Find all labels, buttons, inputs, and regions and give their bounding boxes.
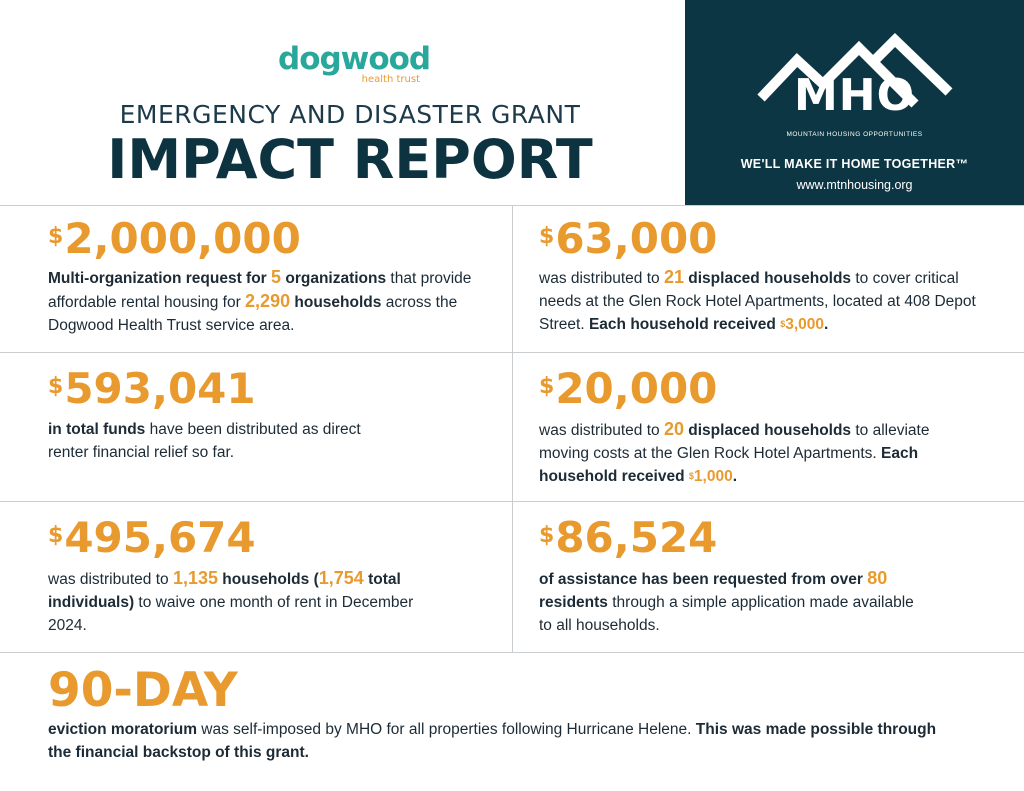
dogwood-logo-main: dogwood bbox=[278, 41, 431, 77]
desc-text: of assistance has been requested from over bbox=[539, 571, 868, 588]
desc-text: . bbox=[824, 316, 829, 333]
desc-text: displaced households bbox=[683, 422, 852, 439]
stat-amount bbox=[539, 366, 939, 412]
desc-text: to cover critical needs at the Glen Rock Hotel Apartments, located at 408 Depot Street. bbox=[539, 270, 976, 333]
desc-number: 3,000 bbox=[785, 316, 825, 333]
desc-text: was distributed to bbox=[539, 422, 664, 439]
desc-number: 1,754 bbox=[318, 568, 364, 588]
footer-description bbox=[48, 718, 948, 764]
dogwood-logo bbox=[278, 41, 431, 86]
mho-tagline: WE'LL MAKE IT HOME TOGETHER™ bbox=[740, 157, 969, 171]
desc-text: displaced households bbox=[683, 270, 852, 287]
currency-symbol: $ bbox=[539, 374, 555, 399]
desc-text: total individuals) bbox=[48, 571, 401, 611]
stat-cell bbox=[539, 366, 939, 488]
desc-text: Each household received bbox=[588, 316, 781, 333]
currency-symbol: $ bbox=[48, 523, 64, 548]
desc-text: in total funds bbox=[48, 421, 146, 438]
stat-amount bbox=[48, 515, 428, 561]
stat-description bbox=[48, 418, 378, 464]
stat-cell bbox=[48, 366, 378, 464]
mho-website[interactable]: www.mtnhousing.org bbox=[796, 178, 913, 192]
desc-number: 21 bbox=[663, 267, 684, 287]
desc-text: This was made possible through the financial backstop of this grant. bbox=[48, 721, 937, 761]
mho-logo-text: MHO bbox=[793, 70, 915, 121]
stat-cell bbox=[539, 515, 919, 637]
mho-panel bbox=[685, 0, 1024, 205]
stat-description bbox=[539, 418, 939, 488]
desc-text: across the Dogwood Health Trust service area. bbox=[48, 294, 458, 334]
desc-number: 1,135 bbox=[172, 568, 218, 588]
desc-number: 5 bbox=[271, 267, 282, 287]
stat-cell bbox=[539, 216, 989, 336]
footer-stat bbox=[48, 663, 948, 764]
desc-text: Multi-organization request for bbox=[48, 270, 272, 287]
desc-text: to alleviate moving costs at the Glen Rock Hotel Apartments. bbox=[539, 422, 930, 462]
currency-symbol: $ bbox=[539, 224, 555, 249]
desc-text: residents bbox=[539, 594, 608, 611]
stat-description bbox=[539, 567, 919, 637]
currency-symbol: $ bbox=[688, 471, 694, 481]
stat-amount bbox=[48, 216, 508, 262]
desc-number: 80 bbox=[867, 568, 888, 588]
amount-value: 495,674 bbox=[64, 513, 256, 562]
desc-text: Each household received bbox=[539, 445, 919, 485]
desc-text: was distributed to bbox=[539, 270, 664, 287]
desc-text: through a simple application made available to all households. bbox=[539, 594, 914, 634]
desc-text: households ( bbox=[217, 571, 319, 588]
desc-text: organizations bbox=[281, 270, 387, 287]
report-subtitle: EMERGENCY AND DISASTER GRANT bbox=[119, 100, 581, 129]
desc-text: to waive one month of rent in December 2024. bbox=[48, 594, 414, 634]
stat-amount bbox=[48, 366, 378, 412]
stat-description bbox=[48, 266, 508, 337]
desc-text: . bbox=[732, 468, 738, 485]
stat-cell bbox=[48, 515, 428, 637]
currency-symbol: $ bbox=[539, 523, 555, 548]
desc-text: was self-imposed by MHO for all properties following Hurricane Helene. bbox=[197, 721, 696, 738]
desc-number: 2,290 bbox=[245, 291, 291, 311]
desc-text: that provide affordable rental housing for bbox=[48, 270, 472, 311]
currency-symbol: $ bbox=[780, 319, 786, 329]
desc-text: was distributed to bbox=[48, 571, 173, 588]
divider bbox=[512, 205, 513, 652]
stat-amount bbox=[539, 515, 919, 561]
amount-value: 2,000,000 bbox=[64, 214, 301, 263]
dogwood-logo-sub: health trust bbox=[361, 74, 420, 85]
amount-value: 593,041 bbox=[64, 364, 256, 413]
amount-value: 20,000 bbox=[555, 364, 718, 413]
amount-value: 86,524 bbox=[555, 513, 718, 562]
stat-description bbox=[539, 266, 989, 336]
stat-cell bbox=[48, 216, 508, 337]
desc-number: 1,000 bbox=[693, 468, 733, 485]
report-title: IMPACT REPORT bbox=[107, 128, 593, 191]
currency-symbol: $ bbox=[48, 374, 64, 399]
report-header bbox=[0, 0, 685, 205]
divider bbox=[0, 652, 1024, 653]
footer-headline: 90-DAY bbox=[48, 663, 238, 718]
stat-amount bbox=[539, 216, 989, 262]
mho-logo-sub: MOUNTAIN HOUSING OPPORTUNITIES bbox=[786, 131, 923, 138]
desc-text: eviction moratorium bbox=[48, 721, 197, 738]
desc-text: households bbox=[290, 294, 382, 311]
stat-description bbox=[48, 567, 428, 637]
currency-symbol: $ bbox=[48, 224, 64, 249]
desc-number: 20 bbox=[663, 419, 684, 439]
amount-value: 63,000 bbox=[555, 214, 718, 263]
desc-text: have been distributed as direct renter financial relief so far. bbox=[48, 421, 361, 461]
